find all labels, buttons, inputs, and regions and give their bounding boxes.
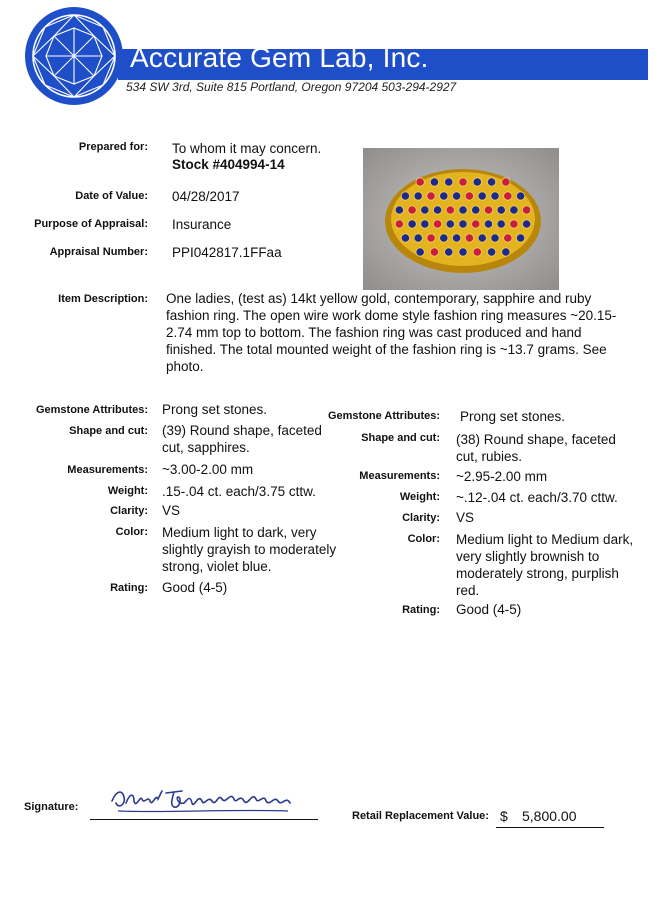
gemstone: [433, 220, 441, 228]
stone1-measurements: ~3.00-2.00 mm: [162, 462, 254, 477]
gemstone: [510, 206, 518, 214]
currency-symbol: $: [500, 808, 508, 824]
gemstone: [430, 248, 438, 256]
stone2-attributes: Prong set stones.: [460, 409, 566, 424]
diamond-logo-icon: [24, 6, 124, 106]
gemstone: [416, 178, 424, 186]
stone1-attributes-label: Gemstone Attributes:: [35, 404, 148, 416]
stone2-weight-label: Weight:: [399, 491, 440, 503]
gemstone: [401, 234, 409, 242]
gemstone: [510, 220, 518, 228]
stone2-color-label: Color:: [407, 533, 440, 545]
gemstone: [445, 178, 453, 186]
gemstone: [427, 192, 435, 200]
stone2-rating: Good (4-5): [456, 602, 522, 617]
gemstone: [522, 220, 530, 228]
purpose-value: Insurance: [172, 217, 232, 232]
stone1-measurements-label: Measurements:: [67, 464, 148, 476]
gemstone: [478, 192, 486, 200]
handwritten-signature: [108, 783, 298, 817]
gemstone: [459, 206, 467, 214]
gemstone: [484, 220, 492, 228]
gemstone: [502, 178, 510, 186]
stone2-rating-label: Rating:: [402, 604, 440, 616]
gemstone: [491, 192, 499, 200]
stone2-measurements: ~2.95-2.00 mm: [456, 469, 548, 484]
gemstone: [478, 234, 486, 242]
stone1-attributes: Prong set stones.: [162, 402, 268, 417]
stone1-shape-label: Shape and cut:: [69, 425, 148, 437]
gemstone: [516, 234, 524, 242]
gemstone: [446, 206, 454, 214]
retail-value-line: [496, 827, 604, 828]
gemstone: [401, 192, 409, 200]
item-description-label: Item Description:: [58, 293, 148, 305]
stone1-color: Medium light to dark, very slightly grayish to moderately strong, violet blue.: [162, 525, 337, 574]
gemstone: [484, 206, 492, 214]
stone1-rating-label: Rating:: [110, 582, 148, 594]
purpose-label: Purpose of Appraisal:: [34, 218, 148, 230]
prepared-for-value: To whom it may concern.: [172, 141, 322, 156]
ring-photo: [363, 148, 559, 290]
stone1-rating: Good (4-5): [162, 580, 228, 595]
gemstone: [459, 248, 467, 256]
stone1-clarity-label: Clarity:: [110, 505, 148, 517]
item-description: One ladies, (test as) 14kt yellow gold, contemporary, sapphire and ruby fashion ring. The open wire work dome style fashion ring measures ~20.15-2.74 mm top to bottom. The fashion ring was cast produced and hand finished. The total mounted weight of the fashion ring is ~13.7 grams. See photo.: [166, 291, 617, 374]
gemstone: [522, 206, 530, 214]
gemstone: [497, 206, 505, 214]
gemstone: [408, 206, 416, 214]
gemstone: [452, 234, 460, 242]
gemstone: [473, 248, 481, 256]
gemstone: [414, 192, 422, 200]
stone2-measurements-label: Measurements:: [359, 470, 440, 482]
stock-number: Stock #404994-14: [172, 157, 285, 172]
stone2-shape-label: Shape and cut:: [361, 432, 440, 444]
gemstone: [445, 248, 453, 256]
gemstone: [472, 220, 480, 228]
gemstone: [465, 234, 473, 242]
gemstone: [433, 206, 441, 214]
date-value: 04/28/2017: [172, 189, 240, 204]
gemstone: [421, 220, 429, 228]
date-label: Date of Value:: [75, 190, 148, 202]
retail-value-label: Retail Replacement Value:: [352, 810, 489, 822]
gemstone: [452, 192, 460, 200]
gemstone: [504, 234, 512, 242]
gemstone: [430, 178, 438, 186]
company-name: Accurate Gem Lab, Inc.: [130, 42, 429, 73]
appraisal-number-value: PPI042817.1FFaa: [172, 245, 282, 260]
gemstone: [416, 248, 424, 256]
gemstone: [504, 192, 512, 200]
gemstone: [440, 192, 448, 200]
gemstone: [427, 234, 435, 242]
gemstone: [446, 220, 454, 228]
stone2-shape: (38) Round shape, faceted cut, rubies.: [456, 432, 616, 464]
gemstone: [440, 234, 448, 242]
gemstone: [465, 192, 473, 200]
gemstone: [421, 206, 429, 214]
stone2-clarity-label: Clarity:: [402, 512, 440, 524]
stone2-clarity: VS: [456, 510, 475, 525]
gemstone: [395, 206, 403, 214]
gemstone: [459, 220, 467, 228]
stone1-weight: .15-.04 ct. each/3.75 cttw.: [162, 484, 316, 499]
company-address: 534 SW 3rd, Suite 815 Portland, Oregon 97204 503-294-2927: [126, 80, 457, 94]
gemstone: [459, 178, 467, 186]
gemstone: [516, 192, 524, 200]
signature-label: Signature:: [24, 801, 79, 813]
stone1-weight-label: Weight:: [107, 485, 148, 497]
gemstone: [395, 220, 403, 228]
gemstone: [487, 178, 495, 186]
gemstone: [408, 220, 416, 228]
prepared-for-label: Prepared for:: [78, 141, 148, 153]
gemstone: [473, 178, 481, 186]
appraisal-number-label: Appraisal Number:: [49, 246, 148, 258]
gemstone: [487, 248, 495, 256]
signature-line: [90, 819, 318, 820]
stone2-color: Medium light to Medium dark, very slightly brownish to moderately strong, purplish red.: [456, 532, 634, 598]
gemstone: [502, 248, 510, 256]
gemstone: [414, 234, 422, 242]
stone1-clarity: VS: [162, 503, 181, 518]
retail-value: 5,800.00: [522, 808, 577, 824]
stone1-shape: (39) Round shape, faceted cut, sapphires.: [162, 423, 322, 455]
stone2-attributes-label: Gemstone Attributes:: [327, 410, 440, 422]
gemstone: [497, 220, 505, 228]
gemstone: [472, 206, 480, 214]
stone2-weight: ~.12-.04 ct. each/3.70 cttw.: [456, 490, 618, 505]
gemstone: [491, 234, 499, 242]
stone1-color-label: Color:: [115, 526, 148, 538]
